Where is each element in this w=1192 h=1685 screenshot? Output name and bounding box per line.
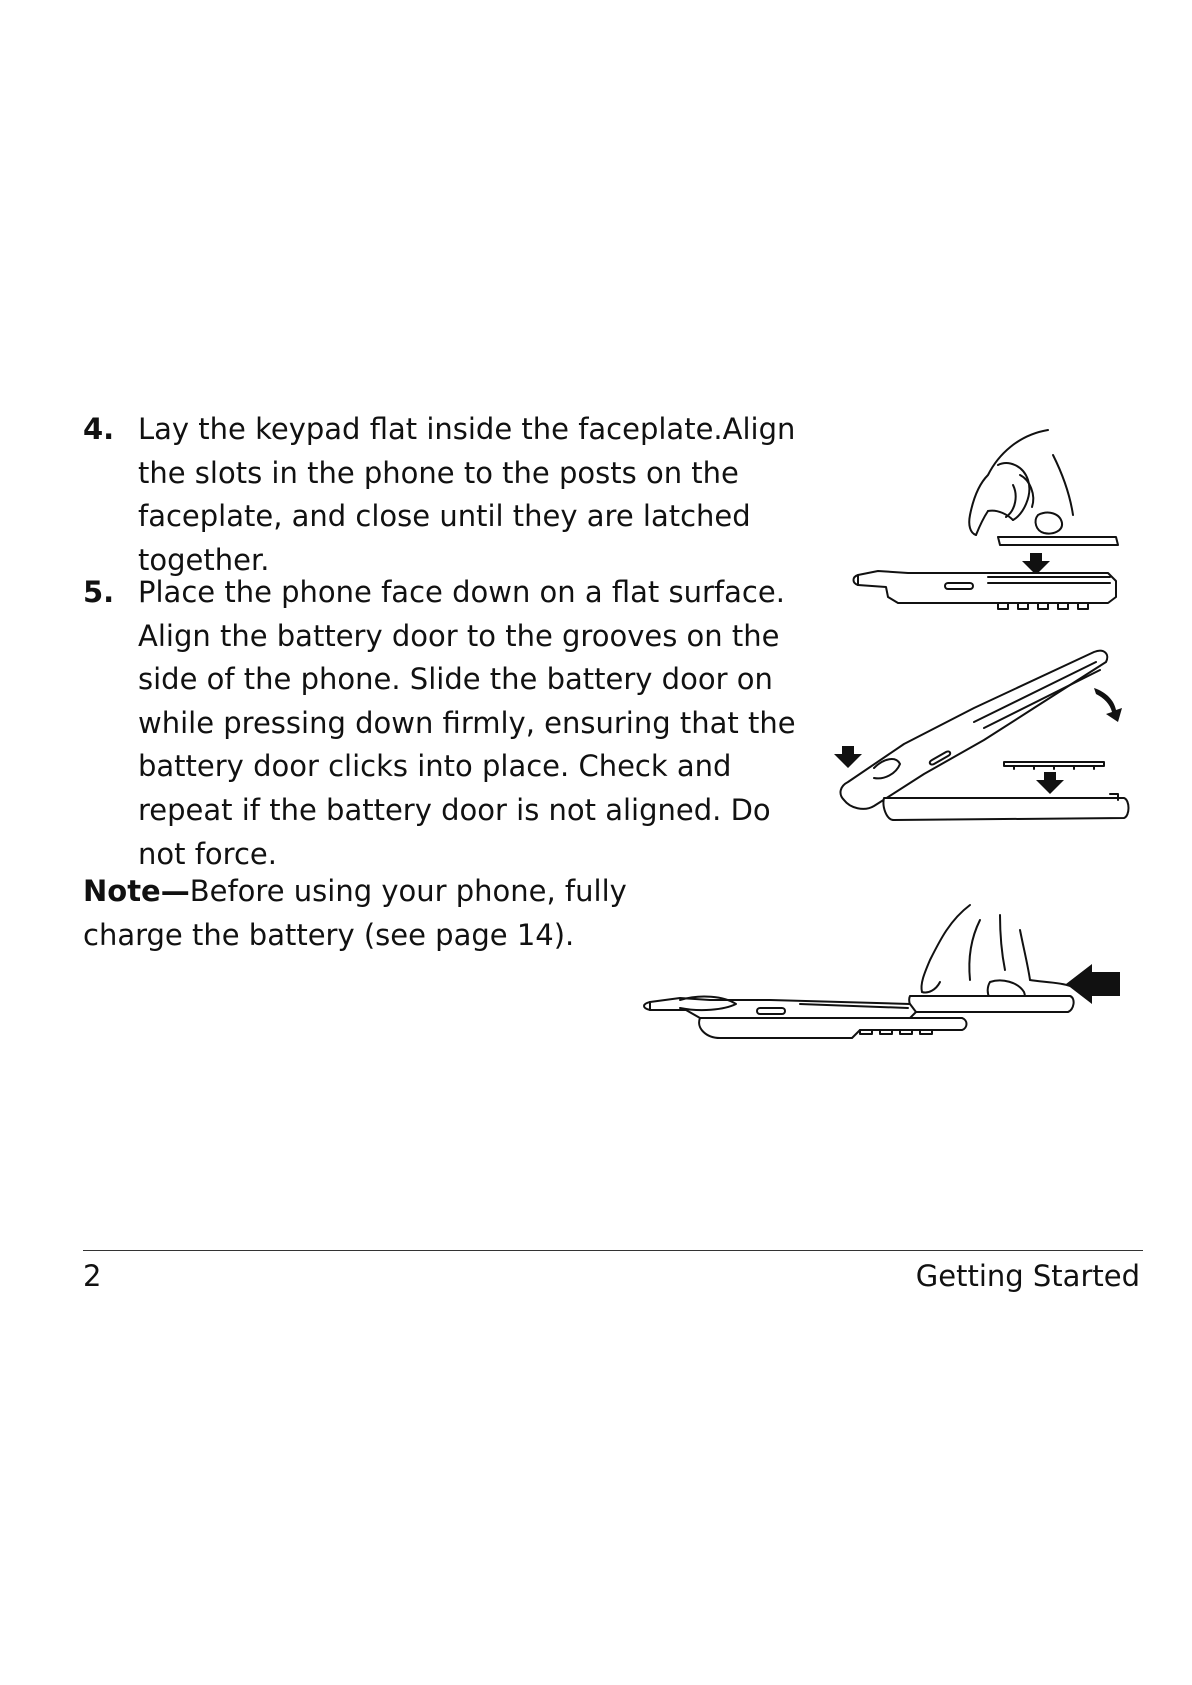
note-label: Note— [83, 874, 190, 908]
note [83, 870, 643, 957]
step-text: Place the phone face down on a flat surface. Align the battery door to the grooves on the side of the phone. Slide the battery door on while pressing down firmly, ensuring that the battery door clicks into place. Check and repeat if the battery door is not aligned. Do not force. [138, 575, 796, 871]
step-5 [83, 571, 823, 876]
step-text: Lay the keypad flat inside the faceplate.Align the slots in the phone to the posts on the faceplate, and close until they are latched together. [138, 412, 796, 577]
hand-placing-keypad-illustration [848, 425, 1138, 617]
section-title: Getting Started [915, 1259, 1140, 1293]
note-text: Before using your phone, fully charge the battery (see page 14). [83, 874, 627, 952]
step-4 [83, 408, 823, 582]
step-number: 5. [83, 575, 115, 609]
phone-closing-faceplate-illustration [834, 648, 1138, 824]
page-number: 2 [83, 1259, 102, 1293]
hand-sliding-battery-door-illustration [640, 900, 1130, 1050]
step-number: 4. [83, 412, 115, 446]
footer-rule [83, 1250, 1143, 1251]
